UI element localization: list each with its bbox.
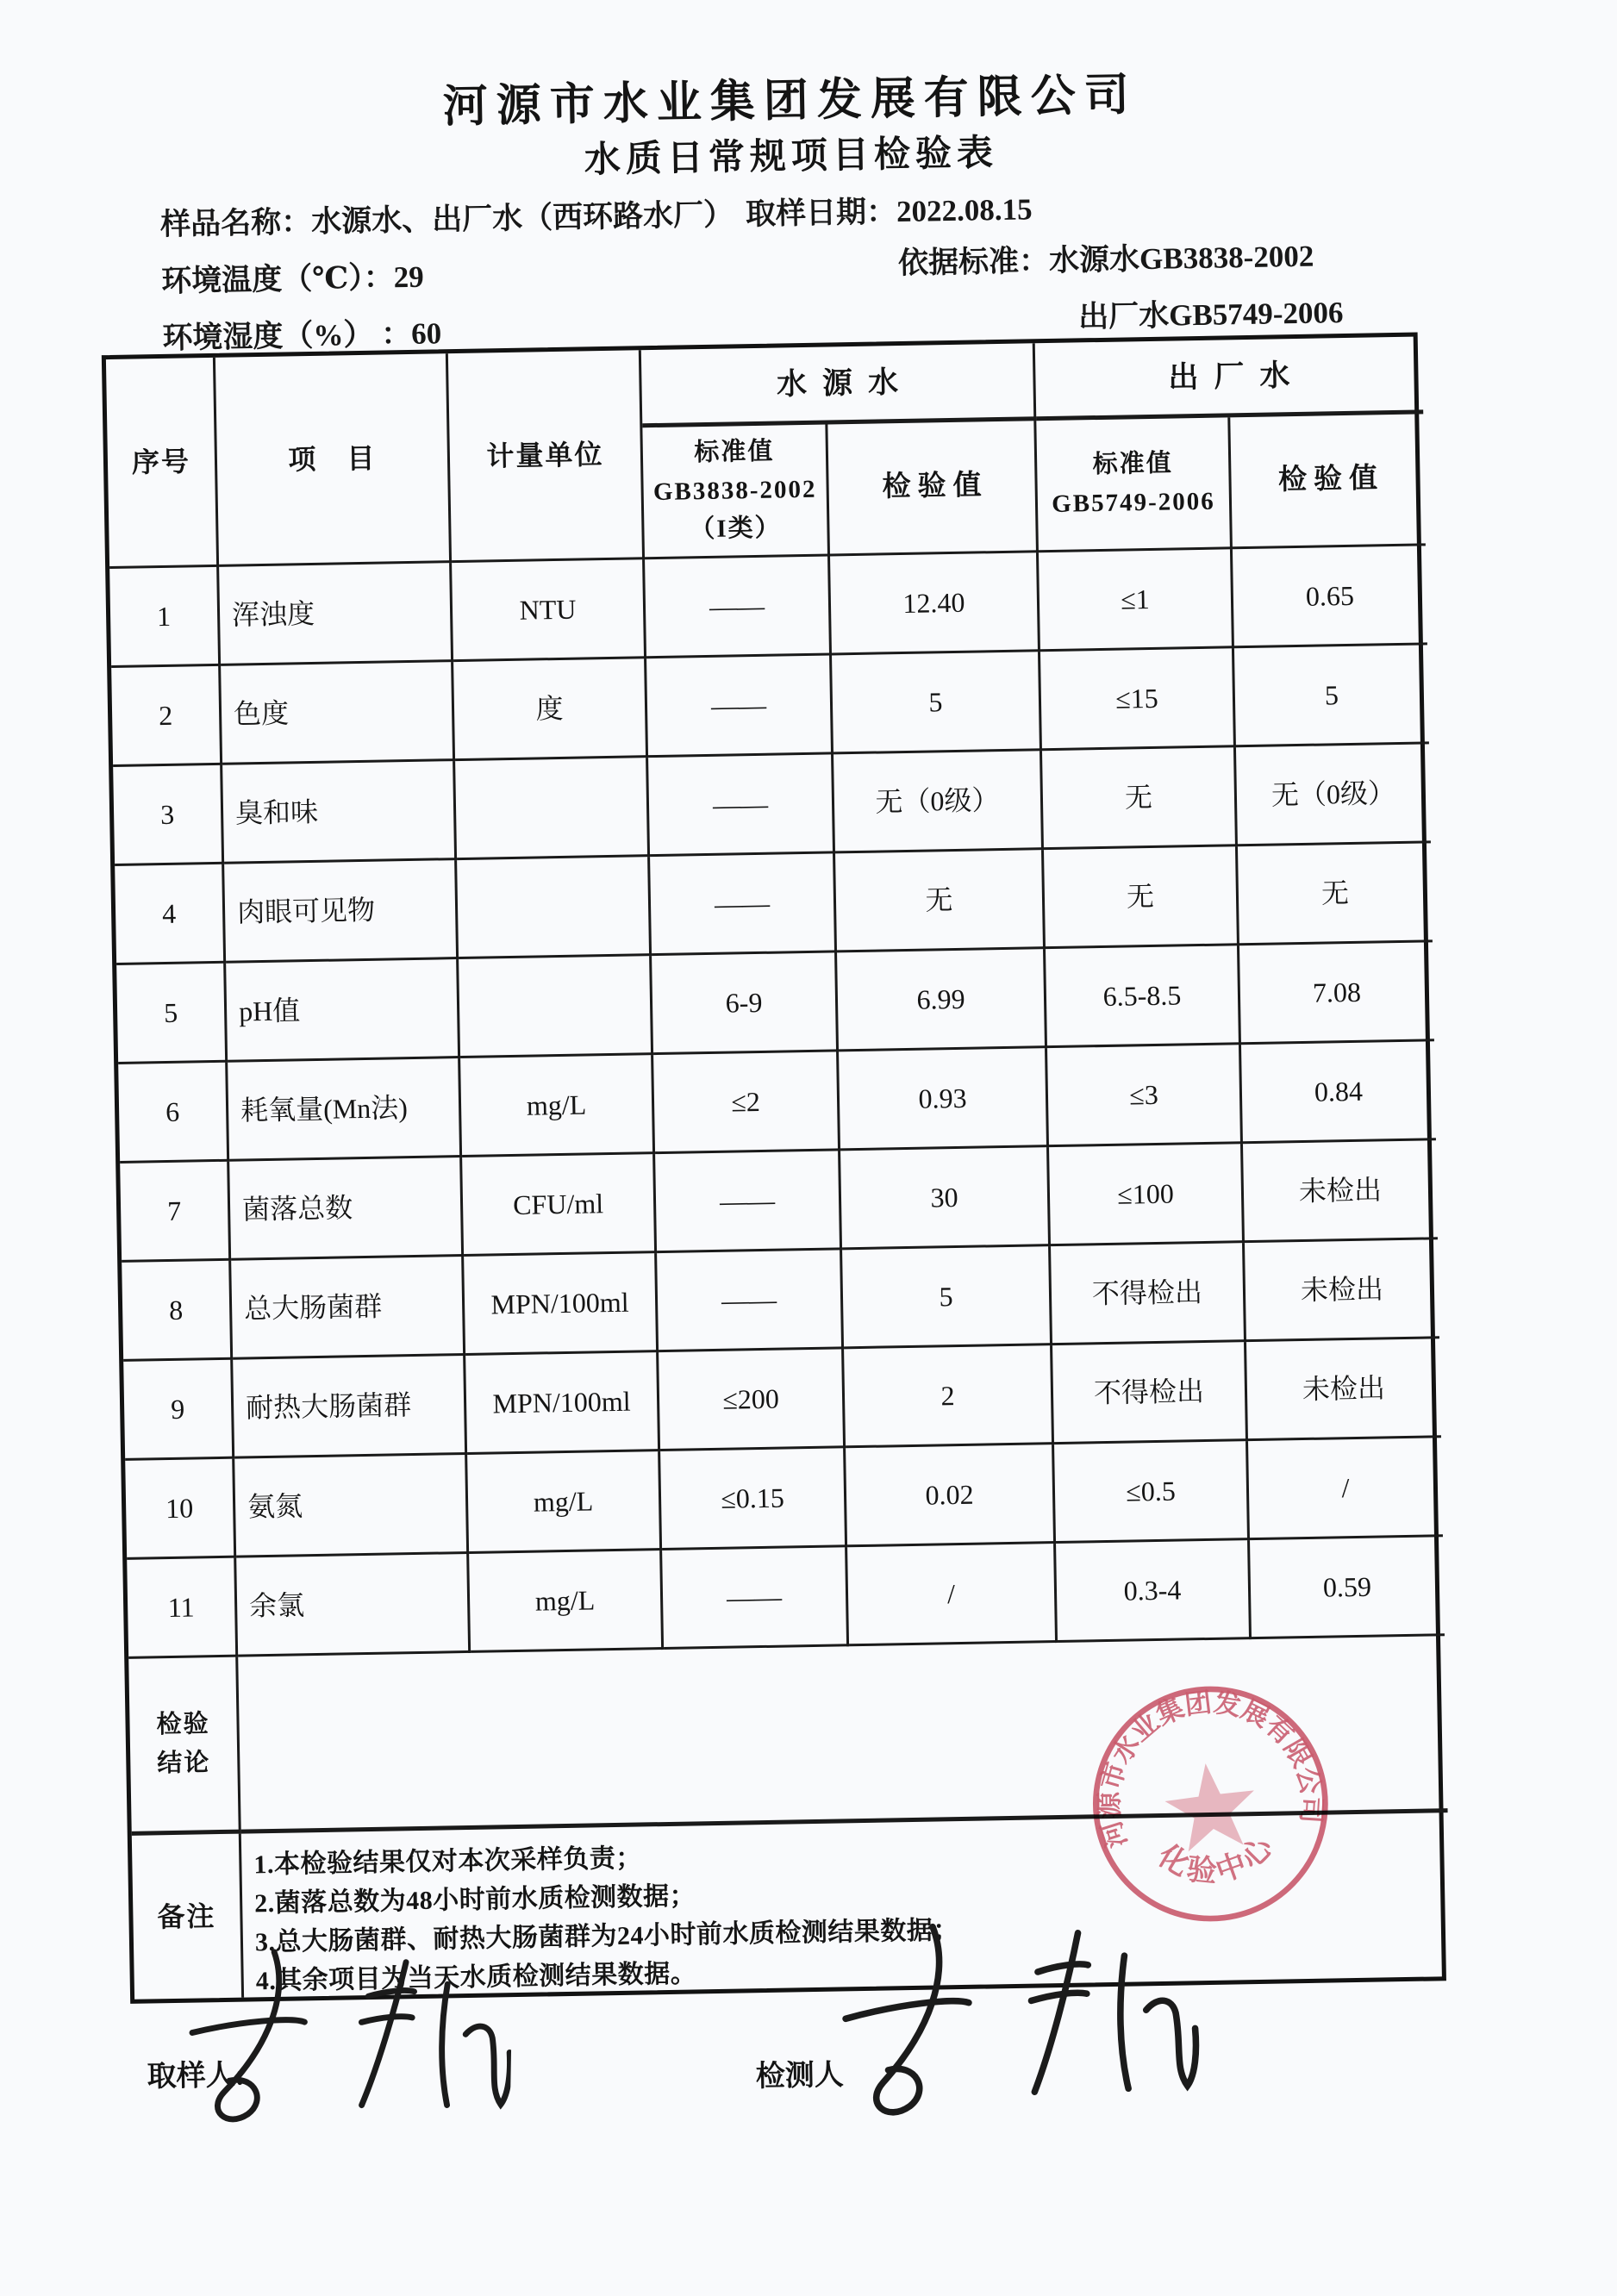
sampler-signature	[178, 1943, 513, 2149]
col-header-item: 项 目	[215, 353, 452, 567]
stamp-center-text: 化验中心	[1152, 1827, 1283, 1889]
cell-item: 余氯	[236, 1554, 471, 1657]
remark-label: 备注	[132, 1834, 244, 2000]
standard-reference-2: 出厂水GB5749-2006	[1077, 296, 1344, 334]
cell-outlet-standard: ≤3	[1047, 1045, 1243, 1147]
cell-outlet-standard: 不得检出	[1052, 1342, 1248, 1444]
cell-item: 耗氧量(Mn法)	[228, 1058, 462, 1162]
cell-source-standard: ——	[650, 853, 837, 956]
cell-outlet-value: /	[1248, 1438, 1443, 1540]
cell-source-standard: ——	[645, 556, 832, 658]
env-temperature: 环境温度（℃）：29	[160, 259, 425, 298]
cell-item: 肉眼可见物	[224, 860, 459, 964]
cell-unit	[457, 857, 652, 959]
cell-outlet-standard: 6.5-8.5	[1046, 945, 1241, 1048]
cell-item: 色度	[221, 662, 455, 765]
stamp-star-icon	[1161, 1758, 1260, 1854]
cell-source-value: 5	[832, 652, 1042, 754]
cell-item: pH值	[226, 959, 460, 1063]
remark-line: 3.总大肠菌群、耐热大肠菌群为24小时前水质检测结果数据；	[254, 1916, 960, 1957]
cell-source-value: 0.93	[839, 1048, 1049, 1151]
cell-source-value: 5	[842, 1246, 1052, 1349]
cell-outlet-value: 无	[1238, 843, 1433, 945]
cell-unit: 度	[453, 658, 648, 761]
col-group-source-water: 水源水	[641, 343, 1037, 427]
cell-source-value: /	[847, 1544, 1058, 1646]
col-header-source-test: 检验值	[827, 421, 1039, 556]
cell-no: 11	[127, 1558, 238, 1659]
tester-signature	[811, 1915, 1218, 2139]
remark-line: 1.本检验结果仅对本次采样负责；	[253, 1844, 643, 1880]
cell-outlet-value: 5	[1234, 645, 1429, 747]
cell-no: 3	[113, 765, 224, 866]
cell-no: 4	[115, 864, 226, 965]
cell-outlet-standard: 0.3-4	[1056, 1540, 1252, 1643]
svg-text:化验中心	[1148, 1825, 1285, 1897]
col-header-outlet-standard: 标准值 GB5749-2006	[1036, 417, 1233, 552]
cell-outlet-standard: 无	[1044, 846, 1239, 949]
cell-source-value: 30	[840, 1147, 1051, 1250]
cell-source-standard: ——	[662, 1547, 849, 1650]
col-header-no: 序号	[106, 358, 219, 569]
cell-unit: mg/L	[469, 1550, 664, 1653]
cell-no: 2	[111, 666, 222, 767]
cell-outlet-standard: ≤1	[1039, 549, 1234, 652]
cell-no: 7	[120, 1162, 231, 1263]
cell-item: 氨氮	[234, 1455, 469, 1558]
cell-outlet-value: 未检出	[1243, 1140, 1438, 1243]
cell-source-value: 6.99	[837, 949, 1047, 1051]
cell-outlet-value: 7.08	[1239, 942, 1434, 1045]
cell-item: 耐热大肠菌群	[233, 1356, 467, 1459]
cell-no: 10	[125, 1459, 236, 1560]
tester-label: 检测人	[755, 2059, 845, 2093]
env-humidity: 环境湿度（%） ：60	[162, 316, 442, 355]
stamp-ring-text: 河源市水业集团发展有限公司	[1094, 1687, 1327, 1852]
cell-unit	[455, 758, 650, 860]
cell-no: 8	[122, 1261, 233, 1362]
cell-unit: MPN/100ml	[465, 1352, 660, 1455]
cell-outlet-value: 0.59	[1250, 1537, 1445, 1639]
cell-outlet-value: 无（0级）	[1236, 744, 1431, 846]
cell-source-value: 12.40	[830, 552, 1040, 655]
cell-outlet-standard: ≤100	[1049, 1144, 1245, 1246]
cell-outlet-value: 0.84	[1241, 1041, 1436, 1144]
cell-source-value: 无（0级）	[833, 751, 1044, 853]
col-header-unit: 计量单位	[448, 350, 645, 563]
cell-item: 臭和味	[222, 761, 457, 864]
cell-outlet-value: 未检出	[1246, 1338, 1441, 1441]
col-group-outlet-water: 出厂水	[1035, 336, 1424, 421]
cell-source-value: 2	[844, 1345, 1054, 1448]
cell-source-value: 无	[835, 850, 1046, 952]
cell-no: 9	[123, 1360, 234, 1461]
cell-no: 6	[118, 1063, 229, 1164]
cell-source-value: 0.02	[846, 1444, 1056, 1547]
cell-source-standard: ≤2	[653, 1051, 840, 1154]
cell-source-standard: ——	[648, 754, 835, 857]
cell-source-standard: ≤200	[659, 1349, 846, 1451]
col-header-source-standard: 标准值 GB3838-2002 （I类）	[642, 424, 830, 559]
cell-unit: NTU	[452, 559, 646, 662]
cell-outlet-value: 未检出	[1245, 1239, 1439, 1342]
cell-item: 总大肠菌群	[231, 1257, 465, 1360]
sample-name: 样品名称：水源水、出厂水（西环路水厂）	[159, 197, 734, 241]
cell-unit: CFU/ml	[462, 1154, 657, 1257]
cell-item: 浑浊度	[219, 563, 453, 666]
cell-no: 5	[116, 964, 228, 1064]
remark-line: 4.其余项目为当天水质检测结果数据。	[255, 1959, 697, 1996]
cell-source-standard: ——	[655, 1151, 842, 1253]
standard-reference: 依据标准：水源水GB3838-2002	[897, 239, 1314, 281]
cell-item: 菌落总数	[229, 1157, 464, 1261]
cell-unit	[459, 956, 653, 1058]
cell-unit: mg/L	[467, 1451, 662, 1554]
col-header-outlet-test: 检验值	[1230, 414, 1426, 549]
cell-unit: MPN/100ml	[464, 1253, 659, 1356]
cell-source-standard: ——	[657, 1250, 844, 1352]
cell-source-standard: ≤0.15	[660, 1448, 847, 1550]
cell-outlet-standard: 无	[1042, 747, 1238, 850]
cell-source-standard: ——	[646, 655, 833, 758]
cell-unit: mg/L	[460, 1055, 655, 1157]
sample-date: 取样日期：2022.08.15	[745, 192, 1033, 232]
company-title: 河源市水业集团发展有限公司	[442, 71, 1139, 133]
cell-outlet-value: 0.65	[1233, 546, 1427, 648]
conclusion-label: 检验 结论	[128, 1657, 241, 1836]
form-title: 水质日常规项目检验表	[584, 133, 999, 181]
cell-outlet-standard: 不得检出	[1051, 1243, 1246, 1345]
sampler-label: 取样人:	[147, 2059, 246, 2093]
cell-outlet-standard: ≤15	[1040, 648, 1236, 751]
cell-no: 1	[109, 567, 221, 668]
company-stamp	[1078, 1671, 1343, 1936]
remark-line: 2.菌落总数为48小时前水质检测数据；	[253, 1881, 696, 1919]
sample-info-line	[160, 185, 1033, 244]
cell-source-standard: 6-9	[652, 952, 839, 1055]
cell-outlet-standard: ≤0.5	[1054, 1441, 1250, 1544]
